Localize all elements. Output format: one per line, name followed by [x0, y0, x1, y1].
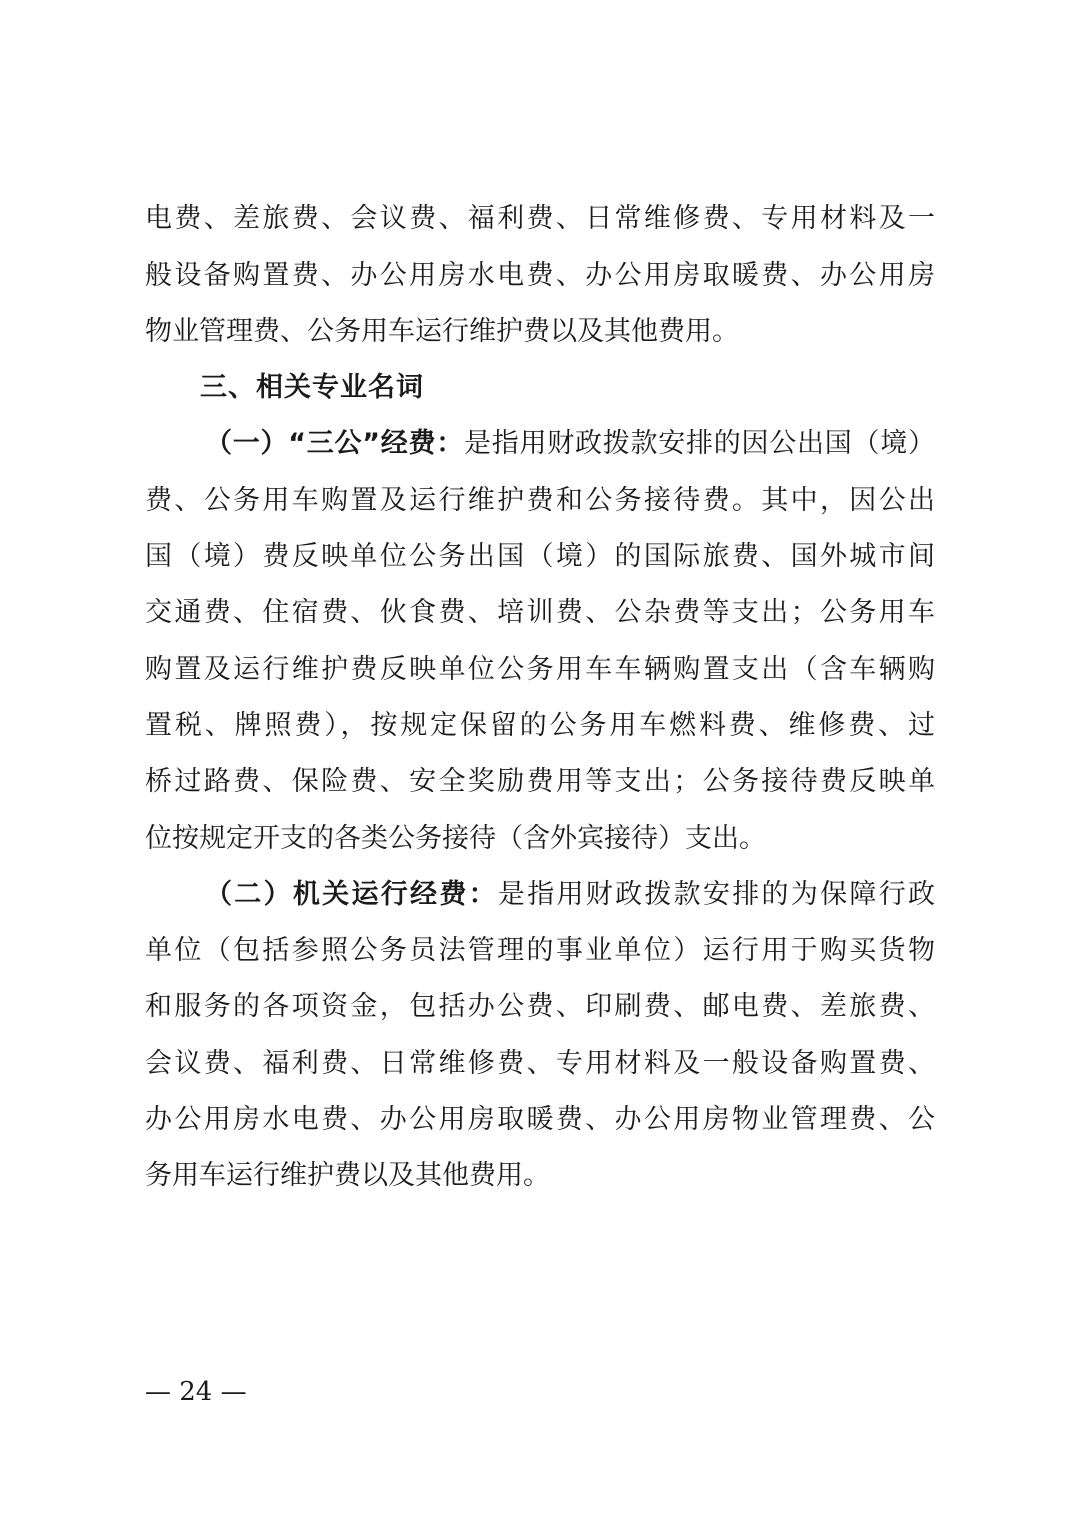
body-line: 位按规定开支的各类公务接待（含外宾接待）支出。 — [145, 823, 766, 854]
body-line: 费、公务用车购置及运行维护费和公务接待费。其中，因公出 — [145, 485, 935, 516]
page-number: — 24 — — [145, 1377, 247, 1407]
term-definition-start: 是指用财政拨款安排的为保障行政 — [497, 879, 936, 910]
body-line: 般设备购置费、办公用房水电费、办公用房取暖费、办公用房 — [145, 260, 935, 291]
body-line: 会议费、福利费、日常维修费、专用材料及一般设备购置费、 — [145, 1048, 935, 1079]
body-line: 单位（包括参照公务员法管理的事业单位）运行用于购买货物 — [145, 935, 935, 966]
body-line: 办公用房水电费、办公用房取暖费、办公用房物业管理费、公 — [145, 1104, 935, 1135]
body-line: 国（境）费反映单位公务出国（境）的国际旅费、国外城市间 — [145, 541, 935, 572]
body-line: 物业管理费、公务用车运行维护费以及其他费用。 — [145, 316, 739, 347]
body-line: 和服务的各项资金，包括办公费、印刷费、邮电费、差旅费、 — [145, 991, 935, 1022]
body-line: 务用车运行维护费以及其他费用。 — [145, 1160, 550, 1191]
term-definition-start: 是指用财政拨款安排的因公出国（境） — [464, 428, 935, 459]
body-line: 交通费、住宿费、伙食费、培训费、公杂费等支出；公务用车 — [145, 597, 935, 628]
term-first-line — [205, 877, 935, 913]
body-line: 置税、牌照费），按规定保留的公务用车燃料费、维修费、过 — [145, 710, 935, 741]
term-label: （二）机关运行经费： — [205, 879, 498, 910]
term-label: （一）“三公”经费： — [205, 428, 464, 459]
body-line: 电费、差旅费、会议费、福利费、日常维修费、专用材料及一 — [145, 203, 935, 234]
section-heading: 三、相关专业名词 — [200, 372, 424, 403]
term-first-line — [205, 426, 935, 462]
body-line: 桥过路费、保险费、安全奖励费用等支出；公务接待费反映单 — [145, 766, 935, 797]
body-line: 购置及运行维护费反映单位公务用车车辆购置支出（含车辆购 — [145, 654, 935, 685]
